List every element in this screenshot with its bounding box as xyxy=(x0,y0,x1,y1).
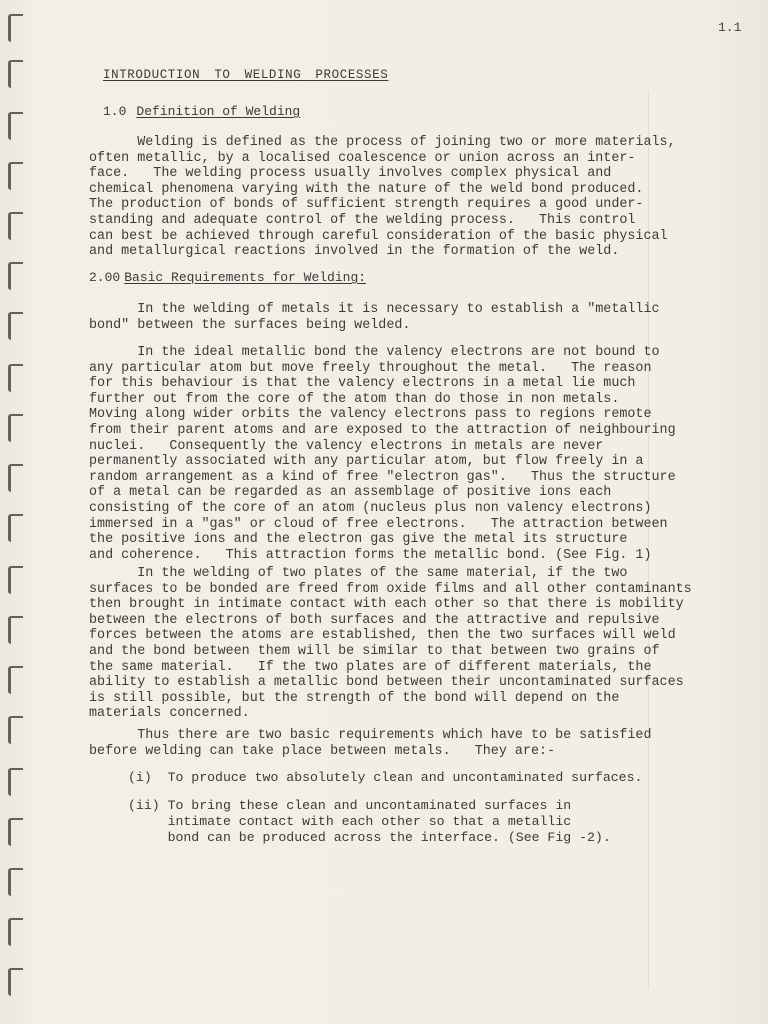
metallic-bond-paragraph: In the welding of metals it is necessary to establish a "metallic bond" between the surfaces being welded. xyxy=(89,302,660,333)
requirement-item-1: (i) To produce two absolutely clean and uncontaminated surfaces. xyxy=(128,770,643,785)
section-title: Definition of Welding xyxy=(136,104,301,119)
binder-hole xyxy=(8,112,23,140)
binder-hole xyxy=(8,716,23,744)
document-title: INTRODUCTION TO WELDING PROCESSES xyxy=(103,68,389,82)
binder-hole xyxy=(8,566,23,594)
section-1-heading xyxy=(103,104,300,119)
binder-hole xyxy=(8,818,23,846)
section-2-heading xyxy=(89,270,366,285)
requirements-intro-paragraph: Thus there are two basic requirements which have to be satisfied before welding can take place between metals. They are:- xyxy=(89,728,652,759)
binder-hole xyxy=(8,414,23,442)
binder-hole xyxy=(8,60,23,88)
binder-hole xyxy=(8,212,23,240)
binder-hole xyxy=(8,262,23,290)
definition-paragraph: Welding is defined as the process of joining two or more materials, often metallic, by a localised coalescence or union across an inter- face. The welding process usually involves complex physical and chemical phenomena varying with the nature of the weld bond produced. The production of bonds of sufficient strength requires a good under- standing and adequate control of the welding process. This control can best be achieved through careful consideration of the basic physical and metallurgical reactions involved in the formation of the weld. xyxy=(89,135,676,260)
binder-hole xyxy=(8,616,23,644)
binder-hole xyxy=(8,968,23,996)
section-number: 1.0 xyxy=(103,104,127,119)
binder-holes xyxy=(0,0,30,1024)
section-number: 2.00 xyxy=(89,270,121,285)
binder-hole xyxy=(8,666,23,694)
welding-plates-paragraph: In the welding of two plates of the same material, if the two surfaces to be bonded are freed from oxide films and all other contaminants then brought in intimate contact with each other so that there is mobility between the electrons of both surfaces and the attractive and repulsive forces between the atoms are established, then the two surfaces will weld and the bond between them will be similar to that between two grains of the same material. If the two plates are of different materials, the ability to establish a metallic bond between their uncontaminated surfaces is still possible, but the strength of the bond will depend on the materials concerned. xyxy=(89,566,692,722)
binder-hole xyxy=(8,312,23,340)
requirement-item-2: (ii) To bring these clean and uncontaminated surfaces in intimate contact with each other so that a metallic bond can be produced across the interface. (See Fig -2). xyxy=(128,798,611,845)
binder-hole xyxy=(8,918,23,946)
ideal-bond-paragraph: In the ideal metallic bond the valency electrons are not bound to any particular atom but move freely throughout the metal. The reason for this behaviour is that the valency electrons in a metal lie much further out from the core of the atom than do those in non metals. Moving along wider orbits the valency electrons pass to regions remote from their parent atoms and are exposed to the attraction of neighbouring nuclei. Consequently the valency electrons in metals are never permanently associated with any particular atom, but flow freely in a random arrangement as a kind of free "electron gas". Thus the structure of a metal can be regarded as an assemblage of positive ions each consisting of the core of an atom (nucleus plus non valency electrons) immersed in a "gas" or cloud of free electrons. The attraction between the positive ions and the electron gas give the metal its structure and coherence. This attraction forms the metallic bond. (See Fig. 1) xyxy=(89,345,676,563)
binder-hole xyxy=(8,162,23,190)
binder-hole xyxy=(8,514,23,542)
binder-hole xyxy=(8,868,23,896)
binder-hole xyxy=(8,364,23,392)
binder-hole xyxy=(8,768,23,796)
binder-hole xyxy=(8,14,23,42)
binder-hole xyxy=(8,464,23,492)
page-number: 1.1 xyxy=(718,20,742,35)
section-title: Basic Requirements for Welding: xyxy=(124,270,367,285)
